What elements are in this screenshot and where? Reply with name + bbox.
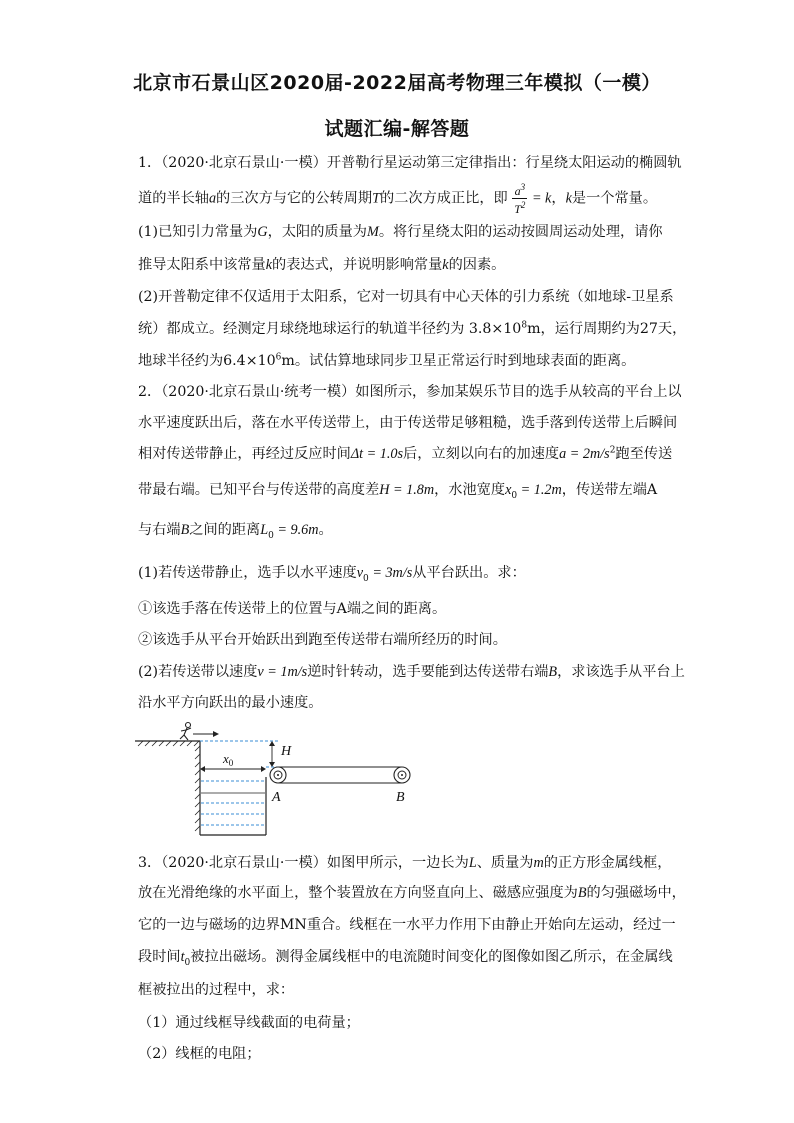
conveyor-belt	[278, 767, 402, 783]
wall-hatching	[195, 746, 200, 831]
pulley-B-icon	[394, 767, 410, 783]
q2-line-1: 2．（2020·北京石景山·统考一模）如图所示，参加某娱乐节目的选手从较高的平台上以	[138, 384, 682, 400]
q3-line-2: 放在光滑绝缘的水平面上，整个装置放在方向竖直向上、磁感应强度为B的匀强磁场中，	[138, 885, 686, 901]
q1-part2-line-1: (2)开普勒定律不仅适用于太阳系，它对一切具有中心天体的引力系统（如地球-卫星系	[138, 289, 674, 305]
pulley-A-icon	[270, 767, 286, 783]
kepler-fraction: $\frac{a^3}{T^2}$	[514, 182, 526, 216]
q2-part1-ii: ②该选手从平台开始跃出到跑至传送带右端所经历的时间。	[138, 632, 507, 648]
q2-line-4: 带最右端。已知平台与传送带的高度差H = 1.8m，水池宽度$x_0 = 1.2m$，传送带左端A	[138, 482, 658, 501]
q3-line-3: 它的一边与磁场的边界MN重合。线框在一水平力作用下由静止开始向左运动，经过一	[138, 917, 676, 933]
q1-line-1: 1．（2020·北京石景山·一模）开普勒行星运动第三定律指出：行星绕太阳运动的椭圆轨	[138, 155, 682, 171]
q2-part2-line-1: (2)若传送带以速度v = 1m/s逆时针转动，选手要能到达传送带右端B，求该选手从平台上	[138, 664, 685, 680]
label-B: B	[396, 790, 405, 805]
q2-part1: (1)若传送带静止，选手以水平速度$v_0 = 3m/s$从平台跃出。求：	[138, 565, 526, 584]
q3-sub-1: （1）通过线框导线截面的电荷量；	[138, 1015, 360, 1031]
pool-water	[201, 781, 265, 825]
q1-part1-line-1: (1)已知引力常量为G，太阳的质量为M。将行星绕太阳的运动按圆周运动处理，请你	[138, 224, 663, 240]
height-arrow	[269, 741, 275, 767]
label-H: H	[281, 744, 292, 759]
page-subtitle: 试题汇编-解答题	[324, 118, 470, 140]
q2-part1-i: ①该选手落在传送带上的位置与A端之间的距离。	[138, 601, 447, 617]
label-x0: $x_0$	[223, 751, 234, 768]
q3-line-4: 段时间$t_0$被拉出磁场。测得金属线框中的电流随时间变化的图像如图乙所示，在金属线	[138, 949, 673, 968]
runner-icon	[180, 723, 191, 741]
q3-sub-2: （2）线框的电阻；	[138, 1046, 261, 1062]
q2-line-3: 相对传送带静止，再经过反应时间Δt = 1.0s后，立刻以向右的加速度$a = 2m/s^2$跑至传送	[138, 445, 673, 462]
q1-line-2: 道的半长轴a的三次方与它的公转周期T的二次方成正比，即 $\frac{a^3}{T^2}$ = k，k是一个常量。	[138, 182, 658, 216]
q1-part2-line-2: 统）都成立。经测定月球绕地球运行的轨道半径约为 $3.8\times 10^8m$，运行周期约为27天，	[138, 320, 687, 337]
q3-line-1: 3．（2020·北京石景山·一模）如图甲所示，一边长为L、质量为m的正方形金属线框，	[138, 855, 672, 871]
q1-part2-line-3: 地球半径约为$6.4\times 10^6m$。试估算地球同步卫星正常运行时到地球表面的距离。	[138, 352, 636, 369]
q2-line-5: 与右端B之间的距离$L_0 = 9.6m$。	[138, 522, 333, 541]
q2-line-2: 水平速度跃出后，落在水平传送带上，由于传送带足够粗糙，选手落到传送带上后瞬间	[138, 415, 678, 431]
platform-hatching	[138, 741, 199, 746]
q3-line-5: 框被拉出的过程中，求：	[138, 982, 295, 998]
q1-part1-line-2: 推导太阳系中该常量k的表达式，并说明影响常量k的因素。	[138, 257, 506, 273]
label-A: A	[272, 790, 281, 805]
platform-conveyor-figure	[130, 715, 430, 840]
page-title: 北京市石景山区2020届-2022届高考物理三年模拟（一模）	[133, 72, 661, 94]
q2-part2-line-2: 沿水平方向跃出的最小速度。	[138, 695, 323, 711]
velocity-arrow-icon	[193, 731, 219, 737]
